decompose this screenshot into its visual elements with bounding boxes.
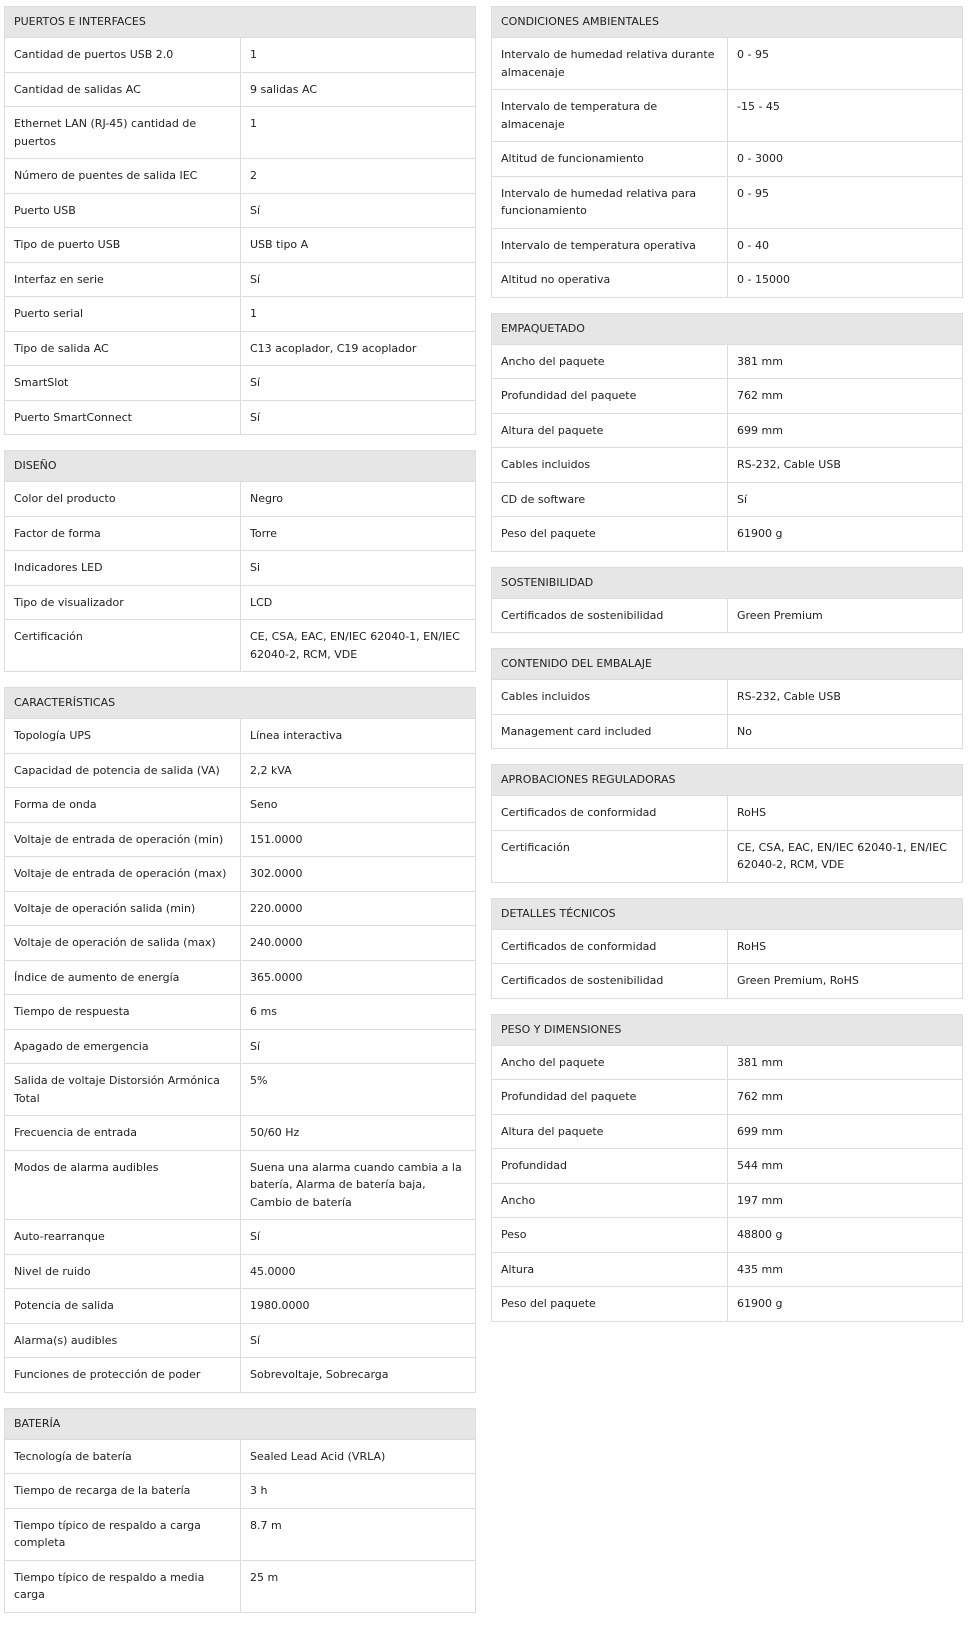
spec-name: Intervalo de humedad relativa durante almacenaje (492, 38, 728, 89)
spec-value: 2,2 kVA (250, 763, 292, 777)
section-title: CONDICIONES AMBIENTALES (492, 7, 962, 37)
spec-row (5, 822, 475, 857)
spec-value: 699 mm (737, 1124, 783, 1138)
spec-section-bateria (4, 1408, 476, 1613)
spec-row (492, 141, 962, 176)
spec-name: Altitud de funcionamiento (492, 142, 728, 176)
spec-section-detalles-tecnicos (491, 898, 963, 999)
spec-name: Tipo de puerto USB (5, 228, 241, 262)
spec-value: Green Premium (737, 608, 823, 622)
section-title: CONTENIDO DEL EMBALAJE (492, 649, 962, 679)
spec-name: Tiempo típico de respaldo a media carga (5, 1561, 241, 1612)
right-column (491, 6, 963, 1337)
spec-value: CE, CSA, EAC, EN/IEC 62040-1, EN/IEC 62040-2, RCM, VDE (250, 630, 460, 661)
spec-name: Cantidad de salidas AC (5, 73, 241, 107)
spec-value: 0 - 95 (737, 186, 769, 200)
spec-row (492, 228, 962, 263)
spec-value: Línea interactiva (250, 729, 343, 742)
spec-row (492, 378, 962, 413)
spec-name: SmartSlot (5, 366, 241, 400)
spec-name: Intervalo de humedad relativa para funcionamiento (492, 177, 728, 228)
section-title: EMPAQUETADO (492, 314, 962, 344)
spec-name: Voltaje de operación salida (min) (5, 892, 241, 926)
spec-row (5, 400, 475, 435)
section-title: DETALLES TÉCNICOS (492, 899, 962, 929)
spec-row (5, 1063, 475, 1115)
spec-value: Sí (250, 1230, 261, 1243)
spec-value: Sealed Lead Acid (VRLA) (250, 1449, 386, 1463)
spec-value: 50/60 Hz (250, 1126, 300, 1139)
spec-name: Modos de alarma audibles (5, 1151, 241, 1220)
spec-name: Voltaje de entrada de operación (max) (5, 857, 241, 891)
spec-value: Sí (250, 1039, 261, 1053)
spec-name: Voltaje de entrada de operación (min) (5, 823, 241, 857)
spec-row (5, 481, 475, 516)
spec-name: Certificados de sostenibilidad (492, 599, 728, 633)
spec-row (5, 1288, 475, 1323)
spec-row (492, 262, 962, 297)
spec-name: Certificados de conformidad (492, 930, 728, 964)
spec-row (492, 482, 962, 517)
spec-value: C13 acoplador, C19 acoplador (250, 341, 417, 355)
section-title: PUERTOS E INTERFACES (5, 7, 475, 37)
spec-value: 435 mm (737, 1262, 783, 1276)
spec-name: Auto-rearranque (5, 1220, 241, 1254)
spec-row (5, 1150, 475, 1220)
spec-value: Suena una alarma cuando cambia a la batería, Alarma de batería baja, Cambio de batería (250, 1160, 462, 1209)
spec-row (492, 1183, 962, 1218)
spec-name: Interfaz en serie (5, 263, 241, 297)
spec-row (492, 679, 962, 714)
spec-row (5, 550, 475, 585)
section-title: BATERÍA (5, 1409, 475, 1439)
spec-row (5, 516, 475, 551)
spec-name: Certificados de conformidad (492, 796, 728, 830)
spec-row (5, 193, 475, 228)
spec-name: Puerto USB (5, 194, 241, 228)
spec-name: Certificación (492, 831, 728, 882)
spec-row (5, 1357, 475, 1392)
spec-name: Color del producto (5, 482, 241, 516)
spec-section-peso-y-dimensiones (491, 1014, 963, 1322)
spec-value: USB tipo A (250, 238, 309, 251)
spec-value: 61900 g (737, 1297, 783, 1310)
spec-row (492, 1286, 962, 1321)
spec-name: Cables incluidos (492, 680, 728, 714)
spec-row (5, 1508, 475, 1560)
spec-row (492, 1114, 962, 1149)
spec-name: Índice de aumento de energía (5, 961, 241, 995)
spec-name: Tipo de visualizador (5, 586, 241, 620)
spec-row (492, 1217, 962, 1252)
spec-row (5, 856, 475, 891)
spec-value: 197 mm (737, 1193, 783, 1207)
spec-row (5, 365, 475, 400)
spec-name: Profundidad (492, 1149, 728, 1183)
spec-row (5, 227, 475, 262)
spec-row (5, 1254, 475, 1289)
spec-row (5, 891, 475, 926)
spec-value: 365.0000 (250, 970, 303, 984)
spec-value: RS-232, Cable USB (737, 458, 841, 471)
spec-row (5, 925, 475, 960)
spec-name: Apagado de emergencia (5, 1030, 241, 1064)
spec-name: Tiempo típico de respaldo a carga completa (5, 1509, 241, 1560)
spec-name: Nivel de ruido (5, 1255, 241, 1289)
spec-section-puertos-e-interfaces (4, 6, 476, 435)
spec-name: Número de puentes de salida IEC (5, 159, 241, 193)
spec-value: Seno (250, 798, 278, 811)
spec-value: 381 mm (737, 354, 783, 368)
spec-value: 6 ms (250, 1005, 277, 1018)
spec-value: Sí (737, 492, 748, 506)
spec-row (492, 598, 962, 633)
spec-value: 45.0000 (250, 1264, 296, 1278)
spec-value: 1 (250, 48, 257, 61)
spec-value: 762 mm (737, 1090, 783, 1103)
spec-name: Frecuencia de entrada (5, 1116, 241, 1150)
spec-value: 1 (250, 117, 257, 130)
spec-row (492, 795, 962, 830)
spec-name: Certificación (5, 620, 241, 671)
section-title: DISEÑO (5, 451, 475, 481)
spec-row (5, 960, 475, 995)
spec-value: RS-232, Cable USB (737, 690, 841, 703)
spec-name: Capacidad de potencia de salida (VA) (5, 754, 241, 788)
spec-value: LCD (250, 595, 273, 609)
spec-name: Altura (492, 1253, 728, 1287)
spec-row (5, 1439, 475, 1474)
spec-value: 61900 g (737, 527, 783, 540)
spec-name: Profundidad del paquete (492, 379, 728, 413)
spec-value: Negro (250, 492, 283, 505)
spec-value: 220.0000 (250, 901, 303, 915)
spec-name: Puerto serial (5, 297, 241, 331)
spec-name: Cantidad de puertos USB 2.0 (5, 38, 241, 72)
spec-name: Peso del paquete (492, 517, 728, 551)
spec-name: Funciones de protección de poder (5, 1358, 241, 1392)
spec-row (492, 344, 962, 379)
spec-value: 1980.0000 (250, 1299, 310, 1312)
spec-value: Sí (250, 410, 261, 424)
spec-section-condiciones-ambientales (491, 6, 963, 298)
spec-value: 0 - 40 (737, 238, 769, 252)
spec-row (492, 176, 962, 228)
spec-name: Forma de onda (5, 788, 241, 822)
spec-value: 151.0000 (250, 832, 303, 846)
spec-row (5, 296, 475, 331)
spec-row (5, 1473, 475, 1508)
spec-value: 1 (250, 307, 257, 320)
spec-row (5, 1219, 475, 1254)
spec-row (492, 1045, 962, 1080)
spec-name: Topología UPS (5, 719, 241, 753)
spec-row (492, 89, 962, 141)
spec-name: Cables incluidos (492, 448, 728, 482)
spec-name: Ancho del paquete (492, 1046, 728, 1080)
spec-value: 2 (250, 169, 257, 182)
spec-value: 381 mm (737, 1055, 783, 1069)
spec-value: No (737, 724, 752, 738)
spec-row (492, 714, 962, 749)
spec-name: Ancho (492, 1184, 728, 1218)
spec-row (5, 1115, 475, 1150)
spec-value: CE, CSA, EAC, EN/IEC 62040-1, EN/IEC 62040-2, RCM, VDE (737, 840, 947, 871)
spec-value: 9 salidas AC (250, 82, 318, 96)
spec-section-contenido-del-embalaje (491, 648, 963, 749)
spec-row (492, 37, 962, 89)
spec-name: Intervalo de temperatura operativa (492, 229, 728, 263)
spec-name: Tipo de salida AC (5, 332, 241, 366)
spec-name: Potencia de salida (5, 1289, 241, 1323)
section-title: CARACTERÍSTICAS (5, 688, 475, 718)
spec-row (5, 37, 475, 72)
spec-value: Sí (250, 1333, 261, 1347)
spec-value: 5% (250, 1074, 268, 1087)
spec-name: Altura del paquete (492, 1115, 728, 1149)
spec-row (5, 753, 475, 788)
spec-value: RoHS (737, 939, 767, 953)
spec-name: Tiempo de recarga de la batería (5, 1474, 241, 1508)
spec-value: 0 - 95 (737, 48, 769, 61)
spec-name: Certificados de sostenibilidad (492, 964, 728, 998)
spec-value: 48800 g (737, 1228, 783, 1241)
spec-value: Sí (250, 203, 261, 217)
spec-row (5, 331, 475, 366)
spec-row (5, 787, 475, 822)
spec-name: Intervalo de temperatura de almacenaje (492, 90, 728, 141)
spec-row (5, 994, 475, 1029)
spec-value: 762 mm (737, 389, 783, 402)
spec-name: Alarma(s) audibles (5, 1324, 241, 1358)
spec-row (492, 1079, 962, 1114)
spec-name: CD de software (492, 483, 728, 517)
spec-row (5, 718, 475, 753)
spec-value: Sí (250, 376, 261, 389)
spec-name: Management card included (492, 715, 728, 749)
section-title: SOSTENIBILIDAD (492, 568, 962, 598)
spec-row (5, 106, 475, 158)
spec-value: 8.7 m (250, 1518, 282, 1532)
spec-row (5, 1560, 475, 1612)
spec-value: 0 - 15000 (737, 273, 790, 286)
spec-name: Altura del paquete (492, 414, 728, 448)
spec-name: Puerto SmartConnect (5, 401, 241, 435)
spec-row (492, 1252, 962, 1287)
spec-row (492, 516, 962, 551)
spec-value: Sobrevoltaje, Sobrecarga (250, 1368, 389, 1381)
spec-name: Ancho del paquete (492, 345, 728, 379)
spec-value: 3 h (250, 1484, 268, 1497)
spec-name: Voltaje de operación de salida (max) (5, 926, 241, 960)
spec-row (5, 262, 475, 297)
spec-row (492, 963, 962, 998)
spec-name: Salida de voltaje Distorsión Armónica Total (5, 1064, 241, 1115)
spec-name: Altitud no operativa (492, 263, 728, 297)
spec-row (492, 413, 962, 448)
spec-row (5, 158, 475, 193)
spec-name: Ethernet LAN (RJ-45) cantidad de puertos (5, 107, 241, 158)
spec-name: Peso del paquete (492, 1287, 728, 1321)
spec-value: Si (250, 561, 261, 574)
spec-row (492, 830, 962, 882)
spec-name: Profundidad del paquete (492, 1080, 728, 1114)
spec-row (492, 1148, 962, 1183)
spec-value: Torre (250, 526, 277, 540)
spec-row (5, 72, 475, 107)
spec-section-aprobaciones-reguladoras (491, 764, 963, 883)
spec-name: Tecnología de batería (5, 1440, 241, 1474)
spec-value: Green Premium, RoHS (737, 974, 859, 987)
spec-name: Indicadores LED (5, 551, 241, 585)
spec-section-empaquetado (491, 313, 963, 552)
spec-value: -15 - 45 (737, 100, 780, 113)
left-column (4, 6, 476, 1628)
spec-row (5, 585, 475, 620)
spec-value: 240.0000 (250, 936, 303, 949)
spec-section-caracteristicas (4, 687, 476, 1393)
spec-row (5, 619, 475, 671)
spec-row (492, 929, 962, 964)
spec-value: 544 mm (737, 1159, 783, 1172)
section-title: APROBACIONES REGULADORAS (492, 765, 962, 795)
spec-value: 0 - 3000 (737, 152, 783, 165)
spec-row (5, 1323, 475, 1358)
spec-section-diseno (4, 450, 476, 672)
spec-name: Peso (492, 1218, 728, 1252)
spec-name: Factor de forma (5, 517, 241, 551)
spec-value: Sí (250, 272, 261, 286)
spec-row (492, 447, 962, 482)
section-title: PESO Y DIMENSIONES (492, 1015, 962, 1045)
spec-value: RoHS (737, 806, 767, 819)
spec-row (5, 1029, 475, 1064)
spec-value: 699 mm (737, 423, 783, 437)
spec-value: 302.0000 (250, 867, 303, 880)
spec-value: 25 m (250, 1570, 279, 1584)
spec-section-sostenibilidad (491, 567, 963, 634)
spec-name: Tiempo de respuesta (5, 995, 241, 1029)
